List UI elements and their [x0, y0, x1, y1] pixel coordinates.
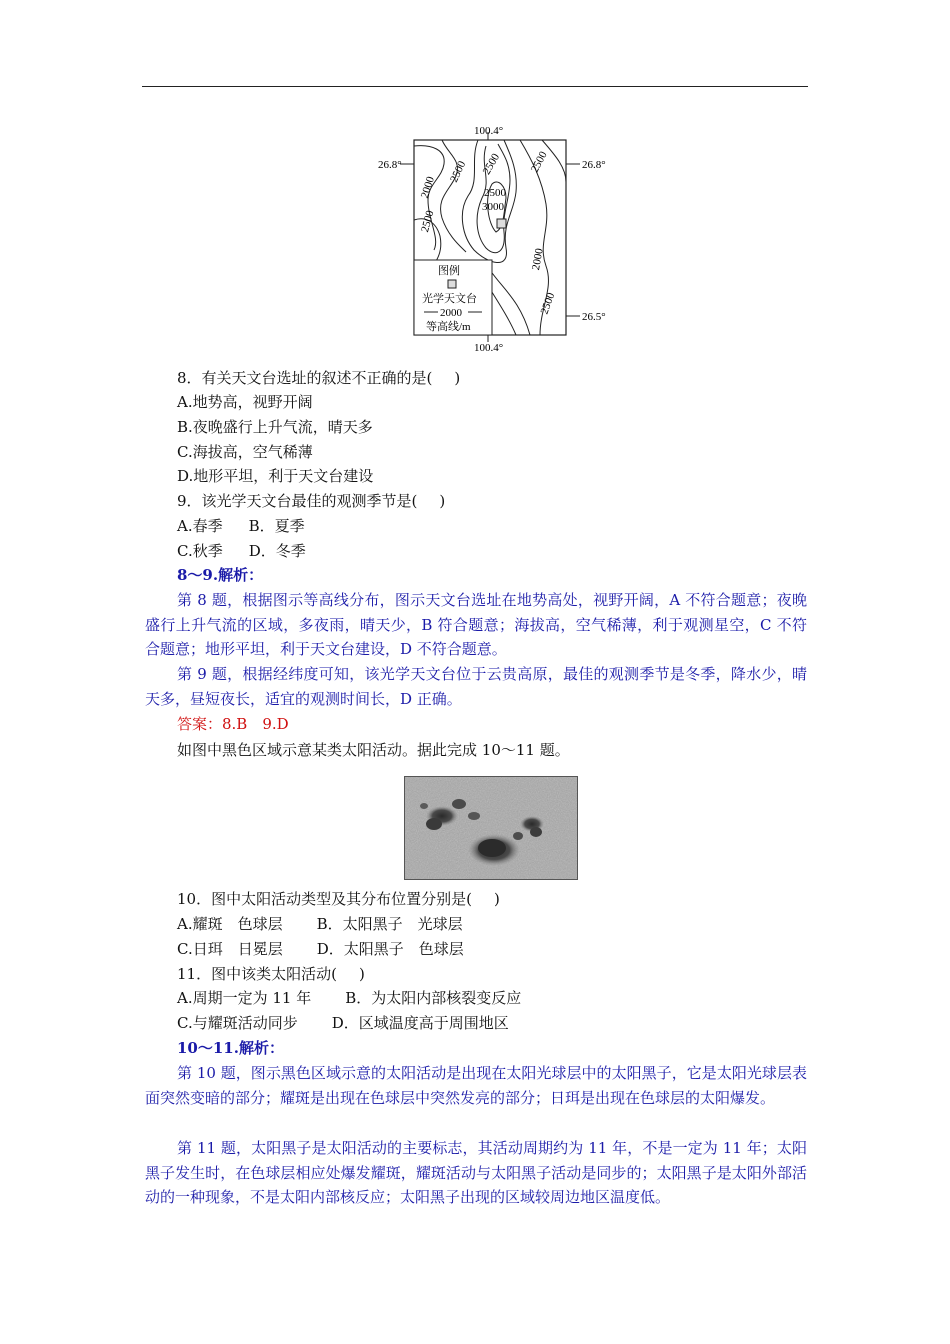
sunspot-image: [404, 776, 578, 880]
intro-10-11: 如图中黑色区域示意某类太阳活动。据此完成 10～11 题。: [177, 741, 570, 759]
legend-title: 图例: [438, 265, 460, 277]
q11-options-row1: [177, 986, 521, 1010]
header-rule: [142, 86, 808, 87]
lat-label-right-top: 26.8°: [582, 159, 606, 171]
contour-line: [441, 140, 469, 252]
contour-label: 3000: [482, 201, 504, 213]
question-10-stem: 10．图中太阳活动类型及其分布位置分别是( ): [177, 890, 500, 908]
contour-label: 2500: [448, 159, 469, 185]
q8-option-c: C.海拔高，空气稀薄: [177, 443, 313, 461]
question-9-stem: 9．该光学天文台最佳的观测季节是( ): [177, 492, 446, 510]
contour-map-figure: [370, 120, 620, 355]
lat-label-right-bottom: 26.5°: [582, 311, 606, 323]
q11-option-c: C.与耀斑活动同步: [177, 1014, 298, 1032]
analysis-10-11-heading: 10～11.解析：: [177, 1039, 284, 1057]
analysis-8-9-heading: 8～9.解析：: [177, 566, 264, 584]
q11-option-d: D．区域温度高于周围地区: [331, 1014, 509, 1032]
q10-option-d: D．太阳黑子 色球层: [316, 940, 464, 958]
analysis-10-11-para-1: 第 10 题，图示黑色区域示意的太阳活动是出现在太阳光球层中的太阳黑子，它是太阳光球层表面突然变暗的部分；耀斑是出现在色球层中突然发亮的部分；日珥是出现在色球层的太阳爆发。: [145, 1064, 807, 1107]
q10-option-b: B．太阳黑子 光球层: [316, 915, 463, 933]
analysis-8-9-para-2: 第 9 题，根据经纬度可知，该光学天文台位于云贵高原，最佳的观测季节是冬季，降水少，晴天多，昼短夜长，适宜的观测时间长，D 正确。: [145, 665, 807, 708]
contour-label: 2000: [530, 247, 546, 272]
q9-option-c: C.秋季: [177, 542, 223, 560]
contour-label: 2500: [484, 187, 506, 199]
q10-options-row2: [177, 937, 464, 961]
legend-contour-label: 等高线/m: [426, 321, 471, 333]
q8-option-a: A.地势高，视野开阔: [177, 393, 313, 411]
q9-options-row2: [177, 539, 306, 563]
contour-label: 2500: [419, 209, 437, 234]
q9-option-d: D．冬季: [248, 542, 306, 560]
lon-label-top: 100.4°: [474, 125, 504, 137]
q9-option-b: B．夏季: [248, 517, 305, 535]
contour-map: [370, 120, 620, 355]
contour-label: 2000: [418, 175, 437, 200]
answer-8-9: 答案：8.B 9.D: [177, 715, 289, 733]
q11-options-row2: [177, 1011, 509, 1035]
analysis-10-11-para-2: 第 11 题，太阳黑子是太阳活动的主要标志，其活动周期约为 11 年，不是一定为 11 年；太阳黑子发生时，在色球层相应处爆发耀斑，耀斑活动与太阳黑子活动是同步的；太阳黑子是太阳外部活动的一种现象，不是太阳内部核反应；太阳黑子出现的区域较周边地区温度低。: [145, 1139, 807, 1207]
q10-option-a: A.耀斑 色球层: [177, 915, 283, 933]
lat-label-left: 26.8°: [378, 159, 402, 171]
lon-label-bottom: 100.4°: [474, 342, 504, 354]
legend-contour-value: 2000: [440, 307, 462, 319]
contour-line: [490, 270, 530, 335]
analysis-8-9-para-1: 第 8 题，根据图示等高线分布，图示天文台选址在地势高处，视野开阔，A 不符合题意；夜晚盛行上升气流的区域，多夜雨，晴天少，B 符合题意；海拔高，空气稀薄，利于观测星空，C 不符合题意；地形平坦，利于天文台建设，D 不符合题意。: [145, 591, 807, 659]
contour-label: 2500: [480, 151, 503, 177]
q8-option-d: D.地形平坦，利于天文台建设: [177, 467, 374, 485]
legend-observatory-label: 光学天文台: [422, 293, 477, 305]
question-11-stem: 11．图中该类太阳活动( ): [177, 965, 365, 983]
observatory-marker: [497, 219, 506, 228]
q9-options-row1: [177, 514, 305, 538]
contour-label: 2500: [528, 149, 550, 175]
q10-options-row1: [177, 912, 463, 936]
q11-option-b: B．为太阳内部核裂变反应: [345, 989, 522, 1007]
sunspot-photo: [404, 776, 578, 880]
q8-option-b: B.夜晚盛行上升气流，晴天多: [177, 418, 373, 436]
q9-option-a: A.春季: [177, 517, 223, 535]
q11-option-a: A.周期一定为 11 年: [177, 989, 312, 1007]
contour-label: 2500: [538, 291, 558, 316]
q10-option-c: C.日珥 日冕层: [177, 940, 283, 958]
legend-observatory-icon: [448, 280, 456, 288]
question-8-stem: 8．有关天文台选址的叙述不正确的是( ): [177, 369, 461, 387]
